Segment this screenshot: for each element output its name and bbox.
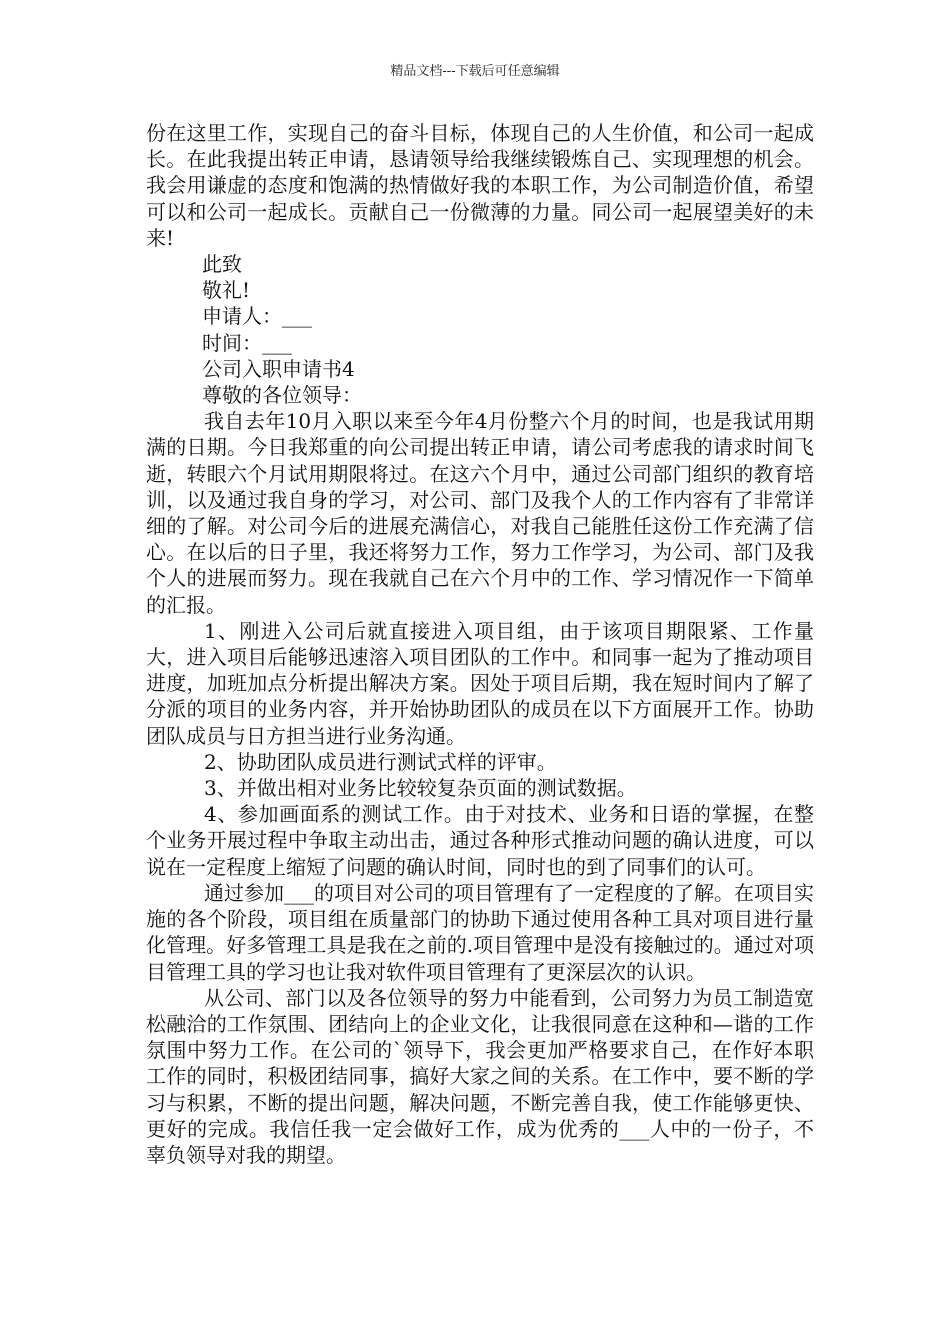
page-header: 精品文档---下载后可任意编辑 bbox=[390, 64, 560, 79]
closing-regards: 敬礼! bbox=[202, 278, 251, 303]
paragraph-conclusion: 从公司、部门以及各位领导的努力中能看到，公司努力为员工制造宽松融洽的工作氛围、团结向上的企业文化，让我很同意在这种和—谐的工作氛围中努力工作。在公司的`领导下，我会更加严格要求自己，在作好本职工作的同时，积极团结同事，搞好大家之间的关系。在工作中，要不断的学习与积累，不断的提出问题，解决问题，不断完善自我，使工作能够更快、更好的完成。我信任我一定会做好工作，成为优秀的___人中的一份子，不辜负领导对我的期望。 bbox=[146, 985, 814, 1167]
paragraph-project: 通过参加___的项目对公司的项目管理有了一定程度的了解。在项目实施的各个阶段，项目组在质量部门的协助下通过使用各种工具对项目进行量化管理。好多管理工具是我在之前的.项目管理中是没有接触过的。通过对项目管理工具的学习也让我对软件项目管理有了更深层次的认识。 bbox=[146, 880, 814, 984]
paragraph-item-1: 1、刚进入公司后就直接进入项目组，由于该项目期限紧、工作量大，进入项目后能够迅速溶入项目团队的工作中。和同事一起为了推动项目进度，加班加点分析提出解决方案。因处于项目后期，我在短时间内了解了分派的项目的业务内容，并开始协助团队的成员在以下方面展开工作。协助团队成员与日方担当进行业务沟通。 bbox=[146, 618, 814, 748]
greeting: 尊敬的各位领导： bbox=[202, 383, 362, 408]
paragraph-continuation: 份在这里工作，实现自己的奋斗目标，体现自己的人生价值，和公司一起成长。在此我提出转正申请，恳请领导给我继续锻炼自己、实现理想的机会。我会用谦虚的态度和饱满的热情做好我的本职工作，为公司制造价值，希望可以和公司一起成长。贡献自己一份微薄的力量。同公司一起展望美好的未来! bbox=[146, 121, 814, 250]
paragraph-intro: 我自去年10月入职以来至今年4月份整六个月的时间，也是我试用期满的日期。今日我郑重的向公司提出转正申请，请公司考虑我的请求时间飞逝，转眼六个月试用期限将过。在这六个月中，通过公司部门组织的教育培训，以及通过我自身的学习，对公司、部门及我个人的工作内容有了非常详细的了解。对公司今后的进展充满信心，对我自己能胜任这份工作充满了信心。在以后的日子里，我还将努力工作，努力工作学习，为公司、部门及我个人的进展而努力。现在我就自己在六个月中的工作、学习情况作一下简单的汇报。 bbox=[146, 409, 814, 617]
applicant-line: 申请人：___ bbox=[202, 304, 312, 329]
paragraph-item-3: 3、并做出相对业务比较较复杂页面的测试数据。 bbox=[204, 776, 637, 801]
document-body bbox=[146, 120, 814, 1168]
paragraph-item-2: 2、协助团队成员进行测试式样的评审。 bbox=[204, 749, 557, 774]
paragraph-item-4: 4、参加画面系的测试工作。由于对技术、业务和日语的掌握，在整个业务开展过程中争取主动出击，通过各种形式推动问题的确认进度，可以说在一定程度上缩短了问题的确认时间，同时也的到了同事们的认可。 bbox=[146, 802, 814, 879]
section-title: 公司入职申请书4 bbox=[202, 356, 355, 381]
closing-salutation: 此致 bbox=[202, 252, 242, 277]
date-line: 时间：___ bbox=[202, 330, 292, 355]
